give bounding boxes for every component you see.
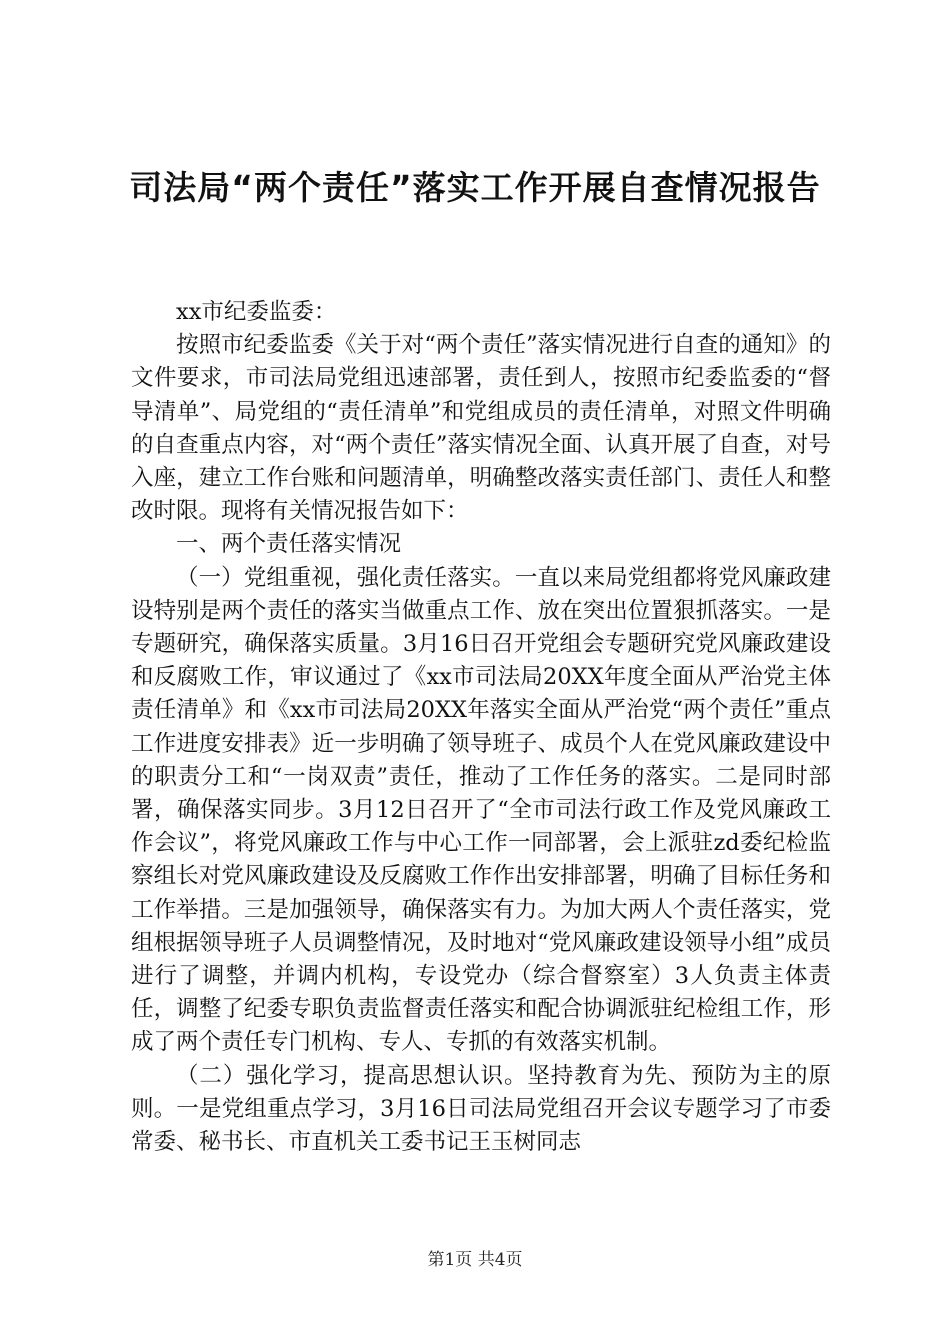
section-heading: 一、两个责任落实情况 [176, 531, 402, 558]
page-footer: 第1页 共4页 [427, 1250, 523, 1270]
salutation: xx市纪委监委： [176, 299, 337, 325]
document-title: 司法局“两个责任”落实工作开展自查情况报告 [129, 168, 821, 207]
paragraph-section-2: （二）强化学习，提高思想认识。坚持教育为先、预防为主的原则。一是党组重点学习，3月16日司法局党组召开会议专题学习了市委常委、秘书长、市直机关工委书记王玉树同志 [131, 1062, 831, 1156]
document-body [131, 296, 831, 1159]
paragraph-intro: 按照市纪委监委《关于对“两个责任”落实情况进行自查的通知》的文件要求，市司法局党组迅速部署，责任到人，按照市纪委监委的“督导清单”、局党组的“责任清单”和党组成员的责任清单，对照文件明确的自查重点内容，对“两个责任”落实情况全面、认真开展了自查，对号入座，建立工作台账和问题清单，明确整改落实责任部门、责任人和整改时限。现将有关情况报告如下： [131, 332, 831, 525]
paragraph-section-1: （一）党组重视，强化责任落实。一直以来局党组都将党风廉政建设特别是两个责任的落实当做重点工作、放在突出位置狠抓落实。一是专题研究，确保落实质量。3月16日召开党组会专题研究党风廉政建设和反腐败工作，审议通过了《xx市司法局20XX年度全面从严治党主体责任清单》和《xx市司法局20XX年落实全面从严治党“两个责任”重点工作进度安排表》近一步明确了领导班子、成员个人在党风廉政建设中的职责分工和“一岗双责”责任，推动了工作任务的落实。二是同时部署，确保落实同步。3月12日召开了“全市司法行政工作及党风廉政工作会议”，将党风廉政工作与中心工作一同部署，会上派驻zd委纪检监察组长对党风廉政建设及反腐败工作作出安排部署，明确了目标任务和工作举措。三是加强领导，确保落实有力。为加大两人个责任落实，党组根据领导班子人员调整情况，及时地对“党风廉政建设领导小组”成员进行了调整，并调内机构，专设党办（综合督察室）3人负责主体责任，调整了纪委专职负责监督责任落实和配合协调派驻纪检组工作，形成了两个责任专门机构、专人、专抓的有效落实机制。 [131, 564, 831, 1056]
